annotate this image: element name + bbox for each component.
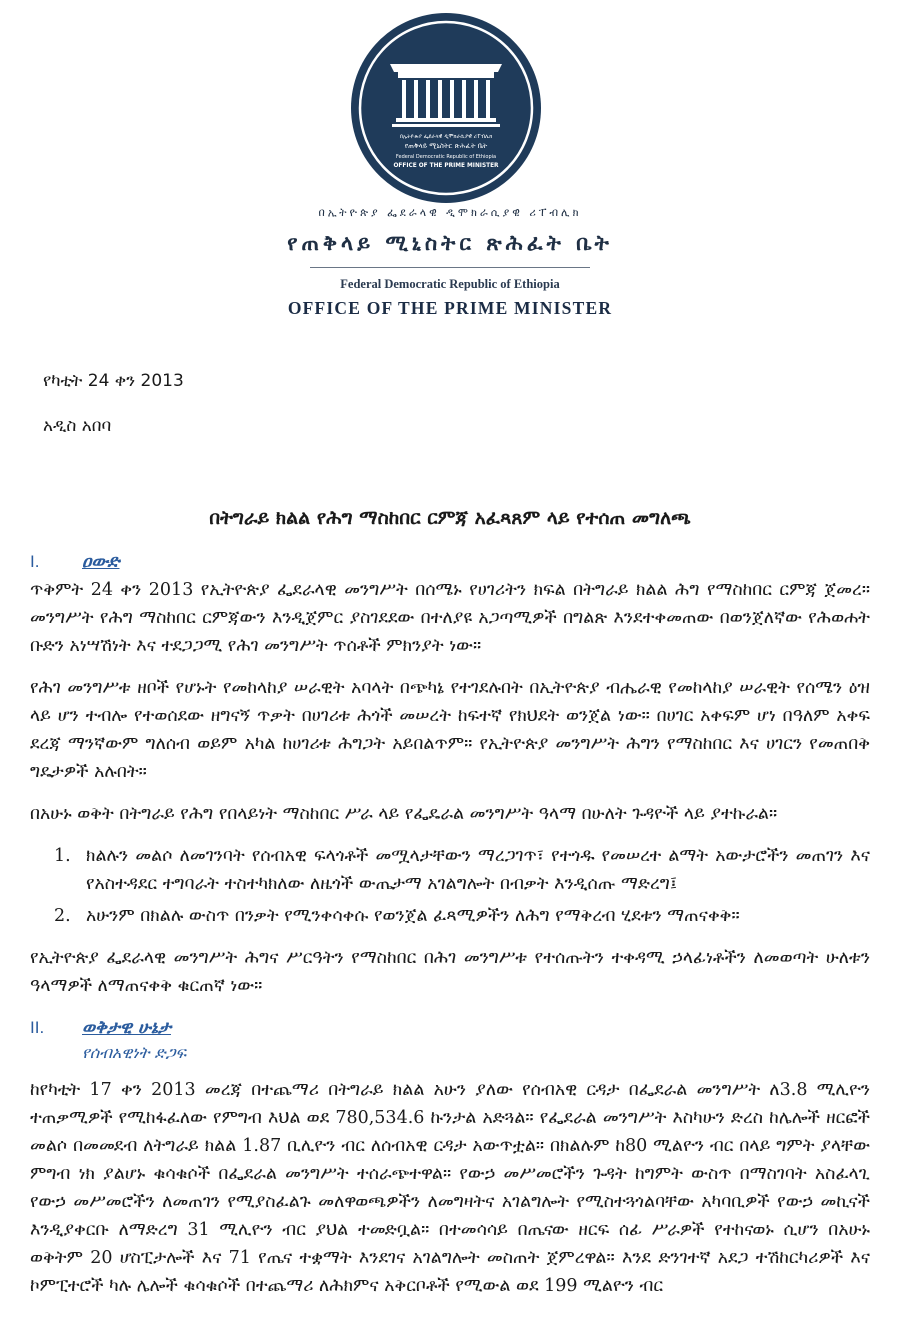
seal-caption-amh-large: የጠቅላይ ሚኒስትር ጽሕፈት ቤት	[404, 142, 488, 150]
list-item-number: 2.	[54, 906, 71, 926]
seal-caption-en-large: OFFICE OF THE PRIME MINISTER	[393, 163, 499, 169]
statement-title: በትግራይ ክልል የሕግ ማስከበር ርምጃ አፈጻጸም ላይ የተሰጠ መግለጫ	[209, 507, 691, 529]
section-2-paragraph: ከየካቲት 17 ቀን 2013 መረጃ በተጨማሪ በትግራይ ክልል አሁን ያለው የሰብአዊ ርዳታ በፌደራል መንግሥት ለ3.8 ሚሊዮን ተጠቃሚዎች የሚከፋፈለው የምግብ እህል ወደ 780,534.6 ኩንታል አድጓል። የፌደራል መንግሥት እስካሁን ድረስ ከሌሎች ዘርፎች መልሶ በመመደብ ለትግራይ ክልል 1.87 ቢሊዮን ብር ለሰብአዊ ርዳታ አውጥቷል። በክልሉም ከ80 ሚልዮን ብር በላይ ግምት ያላቸው ምግብ ነክ ያልሆኑ ቁሳቁሶች በፌደራል መንግሥት ተሰራጭተዋል። የውኃ መሥመሮችን ጉዳት ከግምት ውስጥ በማስገባት አስፈላጊ የውኃ መሥመሮችን ለመጠገን የሚያስፈልጉ መለዋወጫዎችን ለመግዛትና አገልግሎት የሚስተጓጎልባቸው አካባቢዎች የውኃ መኪናች እንዲያቀርቡ ለማድረግ 31 ሚሊዮን ብር ያህል ተመድቧል። በተመሳሳይ በጤናው ዘርፍ ሰፊ ሥራዎች የተከናወኑ ሲሆን በአሁኑ ወቅትም 20 ሆስፒታሎች እና 71 የጤና ተቋማት እንደገና አገልግሎት መስጠት ጀምረዋል። እንደ ድንገተኛ አደጋ ተሽከርካሪዎች እና ኮምፒተሮች ካሉ ሌሎች ቁሳቁሶች በተጨማሪ ለሕክምና አቅርቦቶች የሚውል ወደ 199 ሚልዮን ብር	[30, 1079, 870, 1296]
list-item	[54, 902, 870, 930]
statement-body	[30, 548, 870, 1314]
list-item-text: አሁንም በክልሉ ውስጥ በንቃት የሚንቀሳቀሱ የወንጀል ፈጻሚዎችን ለሕግ የማቅረብ ሂደቱን ማጠናቀቅ።	[86, 906, 740, 926]
list-item-number: 1.	[54, 846, 71, 866]
list-item-text: ክልሉን መልሶ ለመገንባት የሰብአዊ ፍላጎቶች መሟላታቸውን ማረጋገጥ፣ የተጎዱ የመሠረተ ልማት አውታሮችን መጠገን እና የአስተዳደር ተግባራት ተስተካክለው ለዜጎች ውጤታማ አገልግሎት በብቃት እንዲሰጡ ማድረግ፤	[86, 846, 870, 894]
section-1-paragraph-2: የሕገ መንግሥቱ ዘቦች የሆኑት የመከላከያ ሠራዊት አባላት በጭካኔ የተገደሉበት በኢትዮጵያ ብሔራዊ የመከላከያ ሠራዊት የሰሜን ዕዝ ላይ ሆን ተብሎ የተወሰደው ዘግናኝ ጥቃት በሀገሪቱ ሕጎች መሠረት ከፍተኛ የክህደት ወንጀል ነው። በሀገር አቀፍም ሆነ በዓለም አቀፍ ደረጃ ማንኛውም ግለሰብ ወይም አካል ከሀገሪቱ ሕግጋት አይበልጥም። የኢትዮጵያ መንግሥት ሕግን የማስከበር እና ሀገርን የመጠበቅ ግዴታዎች አሉበት።	[30, 678, 870, 782]
section-2-subheading: የሰብአዊነት ድጋፍ	[82, 1043, 187, 1062]
org-name-amharic-small: በኢትዮጵያ ፌደራላዊ ዲሞክራሲያዊ ሪፐብሊክ	[318, 206, 582, 219]
org-name-english-small: Federal Democratic Republic of Ethiopia	[340, 277, 560, 292]
list-item	[54, 842, 870, 898]
organization-heading	[0, 204, 900, 322]
section-1-number: I.	[30, 552, 40, 571]
org-divider	[310, 267, 590, 268]
section-2-number: II.	[30, 1018, 45, 1037]
section-2-title: ወቅታዊ ሁኔታ	[82, 1018, 171, 1038]
objectives-list	[30, 842, 870, 930]
section-2-heading	[30, 1014, 870, 1042]
org-name-english: OFFICE OF THE PRIME MINISTER	[287, 298, 613, 319]
section-1-heading	[30, 548, 870, 576]
section-1-title: ዐውድ	[82, 552, 120, 572]
section-1-closing: የኢትዮጵያ ፌደራላዊ መንግሥት ሕግና ሥርዓትን የማስከበር በሕገ መንግሥቱ የተሰጡትን ተቀዳሚ ኃላፊነቶችን ለመወጣት ሁለቱን ዓላማዎች ለማጠናቀቅ ቁርጠኛ ነው።	[30, 948, 870, 996]
prime-minister-office-seal	[350, 12, 542, 204]
seal-caption-en-small: Federal Democratic Republic of Ethiopia	[395, 154, 497, 160]
section-1-paragraph-1: ጥቅምት 24 ቀን 2013 የኢትዮጵያ ፌደራላዊ መንግሥት በሰሜኑ የሀገሪትን ክፍል በትግራይ ክልል ሕግ የማስከበር ርምጃ ጀመረ። መንግሥት የሕግ ማስከበር ርምጃውን እንዲጀምር ያስገደደው በተለያዩ አጋጣሚዎች በግልጽ እንደተቀመጠው በወንጀለኛው የሕወሐት ቡድን አነሣሽነት እና ተደጋጋሚ የሕገ መንግሥት ጥሰቶች ምክንያት ነው።	[30, 580, 870, 656]
section-1-paragraph-3: በአሁኑ ወቅት በትግራይ የሕግ የበላይነት ማስከበር ሥራ ላይ የፌዴራል መንግሥት ዓላማ በሁለት ጉዳዮች ላይ ያተኩራል።	[30, 804, 778, 824]
letter-date: የካቲት 24 ቀን 2013	[43, 371, 184, 391]
org-name-amharic: የጠቅላይ ሚኒስትር ጽሕፈት ቤት	[287, 229, 613, 255]
seal-caption-amh-small: በኢትዮጵያ ፌደራላዊ ዲሞክራሲያዊ ሪፐብሊክ	[399, 134, 493, 140]
seal-icon	[350, 12, 542, 204]
letter-place: አዲስ አበባ	[43, 416, 112, 436]
